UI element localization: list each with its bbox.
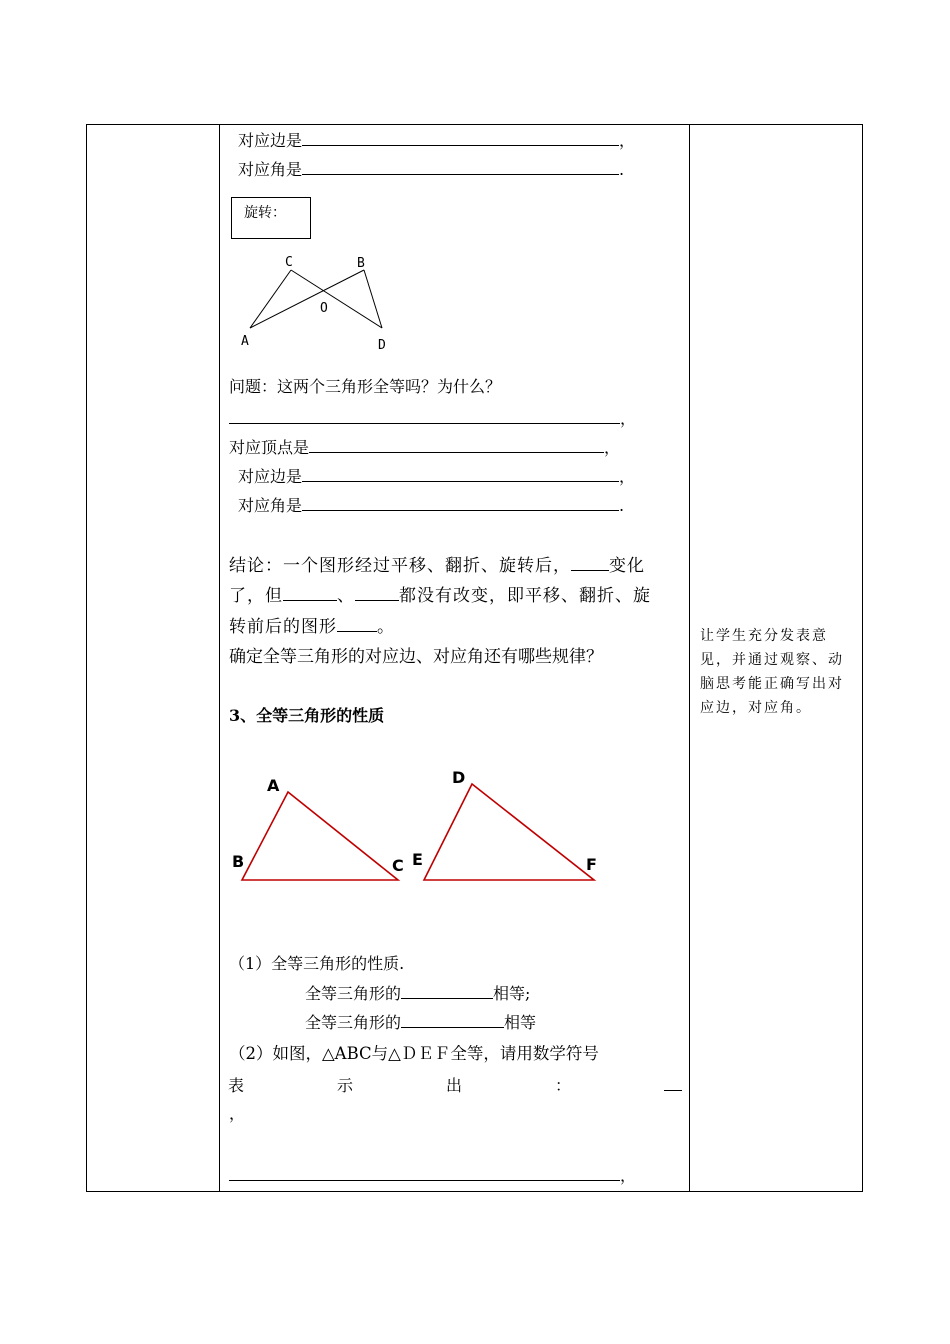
spread-char: 示 (337, 1076, 354, 1095)
question-text: 问题：这两个三角形全等吗？为什么？ (229, 377, 502, 396)
corresponding-angles-line-1: 对应角是 . (238, 160, 625, 179)
property-1b: 全等三角形的 相等 (305, 1013, 537, 1032)
triangle-abc (242, 792, 398, 880)
corresponding-angles-line-2: 对应角是 . (238, 496, 625, 515)
column-divider-right (689, 124, 690, 1192)
final-answer-line: ， (229, 1166, 636, 1186)
teacher-note: 让学生充分发表意见，并通过观察、动脑思考能正确写出对应边，对应角。 (700, 628, 844, 716)
vertex-label-b: B (232, 852, 245, 871)
spread-char: 表 (228, 1076, 245, 1095)
property-1-title: （1）全等三角形的性质. (229, 954, 405, 973)
vertex-label-c: C (392, 856, 404, 875)
point-label-b: B (357, 256, 365, 271)
property-2-text: （2）如图，△ABC与△ＤＥＦ全等，请用数学符号 (229, 1044, 599, 1063)
conclusion-line-1: 结论：一个图形经过平移、翻折、旋转后， 变化 (229, 556, 645, 576)
congruent-triangles-figure (226, 762, 606, 890)
vertex-label-f: F (586, 855, 597, 874)
conclusion-line-3: 转前后的图形 。 (229, 617, 395, 637)
point-label-o: O (320, 301, 328, 316)
vertex-label-a: A (267, 776, 280, 795)
conclusion-line-2: 了，但 、 都没有改变，即平移、翻折、旋 (229, 586, 651, 606)
corresponding-sides-line-2: 对应边是 ， (238, 467, 636, 486)
answer-line: ， (229, 409, 636, 429)
vertex-label-d: D (452, 768, 466, 787)
spread-text-line (228, 1076, 682, 1096)
rule-question: 确定全等三角形的对应边、对应角还有哪些规律？ (229, 647, 603, 667)
segment-cd (291, 270, 382, 328)
rotation-label-box: 旋转： (231, 197, 311, 239)
comma-line: ， (229, 1104, 246, 1123)
corresponding-vertices-line: 对应顶点是 ， (229, 438, 621, 457)
point-label-c: C (285, 255, 293, 270)
segment-bd (364, 270, 382, 328)
spread-char: ： (555, 1076, 572, 1095)
property-1a: 全等三角形的 相等; (305, 984, 531, 1003)
triangle-def (424, 784, 594, 880)
vertex-label-e: E (412, 850, 423, 869)
rotation-figure (228, 250, 418, 360)
section-3-heading: 3、全等三角形的性质 (229, 706, 385, 725)
segment-ab (250, 270, 364, 328)
column-divider-left (219, 124, 220, 1192)
point-label-d: D (378, 338, 386, 353)
corresponding-sides-line-1: 对应边是 ， (238, 131, 636, 150)
spread-char: 出 (446, 1076, 463, 1095)
segment-ac (250, 270, 291, 328)
short-blank (664, 1076, 682, 1091)
point-label-a: A (241, 334, 249, 349)
